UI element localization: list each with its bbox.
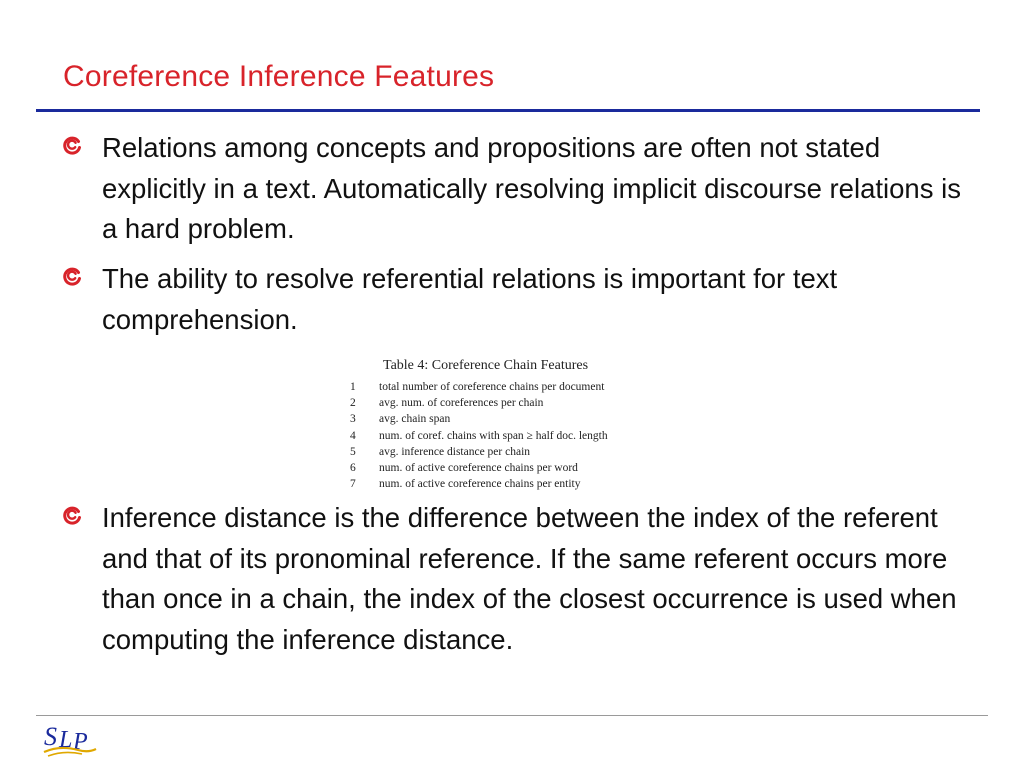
bullet-item [62, 259, 962, 340]
bullet-item [62, 498, 962, 660]
table-caption: Table 4: Coreference Chain Features [383, 358, 589, 373]
row-text: num. of active coreference chains per entity [379, 478, 581, 491]
swirl-bullet-icon [62, 135, 82, 155]
row-text: total number of coreference chains per document [379, 381, 605, 393]
row-number: 3 [350, 413, 356, 426]
bullet-item [62, 128, 962, 250]
row-number: 4 [350, 429, 356, 442]
coreference-features-table [340, 357, 680, 492]
row-text: num. of coref. chains with span ≥ half doc. length [379, 429, 608, 442]
table-row [340, 428, 680, 444]
table-row [340, 411, 680, 427]
slp-logo [42, 719, 98, 759]
table-row [340, 444, 680, 460]
table-row [340, 379, 680, 395]
svg-text:L: L [59, 727, 73, 753]
row-number: 6 [350, 462, 356, 475]
svg-text:P: P [73, 729, 88, 755]
bullet-text: Relations among concepts and propositions are often not stated explicitly in a text. Automatically resolving implicit discourse relations is a hard problem. [102, 132, 961, 244]
svg-text:S: S [44, 722, 57, 751]
table-row [340, 460, 680, 476]
row-text: avg. inference distance per chain [379, 445, 531, 458]
table-row [340, 476, 680, 492]
swirl-bullet-icon [62, 266, 82, 286]
row-number: 5 [350, 445, 356, 458]
table-row [340, 395, 680, 411]
row-number: 2 [350, 397, 356, 410]
row-text: avg. num. of coreferences per chain [379, 397, 544, 410]
row-number: 7 [350, 478, 356, 491]
row-text: num. of active coreference chains per word [379, 462, 578, 475]
slide-title: Coreference Inference Features [63, 60, 495, 93]
row-text: avg. chain span [379, 413, 451, 426]
footer-divider [36, 715, 988, 716]
swirl-bullet-icon [62, 505, 82, 525]
bullet-text: The ability to resolve referential relations is important for text comprehension. [102, 263, 838, 335]
bullet-text: Inference distance is the difference between the index of the referent and that of its pronominal reference. If the same referent occurs more than once in a chain, the index of the closest occurrence is used when computing the inference distance. [102, 502, 957, 655]
title-divider [36, 109, 980, 112]
row-number: 1 [350, 381, 356, 393]
